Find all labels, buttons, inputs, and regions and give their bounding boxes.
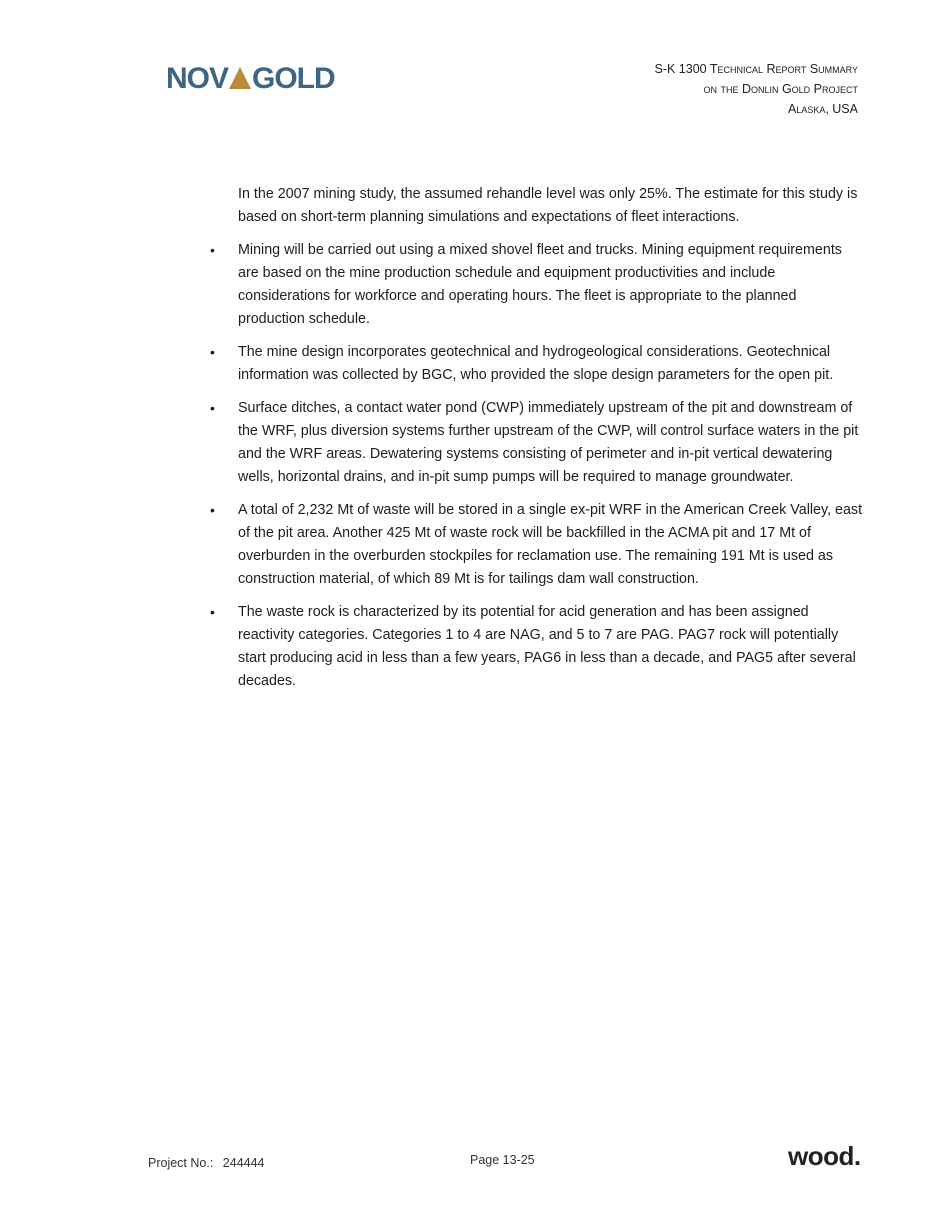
document-body: [210, 183, 866, 703]
project-number: [148, 1156, 265, 1170]
bullet-icon: •: [210, 400, 215, 416]
list-item: [210, 499, 866, 591]
page-number: Page 13-25: [470, 1153, 535, 1167]
list-item-text: The waste rock is characterized by its potential for acid generation and has been assigned reactivity categories. Categories 1 to 4 are NAG, and 5 to 7 are PAG. PAG7 rock will potentially start producing acid in less than a few years, PAG6 in less than a decade, and PAG5 after several decades.: [238, 604, 856, 689]
list-item: [210, 397, 866, 489]
list-item-text: A total of 2,232 Mt of waste will be stored in a single ex-pit WRF in the American Creek Valley, east of the pit area. Another 425 Mt of waste rock will be backfilled in the ACMA pit and 17 Mt of overburden in the overburden stockpiles for reclamation use. The remaining 191 Mt is used as construction material, of which 89 Mt is for tailings dam wall construction.: [238, 502, 863, 587]
list-item-text: Surface ditches, a contact water pond (CWP) immediately upstream of the pit and downstream of the WRF, plus diversion systems further upstream of the CWP, will control surface waters in the pit and the WRF areas. Dewatering systems consisting of perimeter and in-pit vertical dewatering wells, horizontal drains, and in-pit sump pumps will be required to manage groundwater.: [238, 400, 859, 485]
bullet-icon: •: [210, 242, 215, 258]
report-title: S-K 1300 Technical Report Summary: [654, 62, 858, 76]
bullet-icon: •: [210, 344, 215, 360]
report-location: Alaska, USA: [787, 102, 858, 116]
logo-text-right: GOLD: [252, 62, 335, 95]
list-item: [210, 601, 866, 693]
logo-text-left: NOV: [166, 62, 229, 95]
report-header: [655, 59, 859, 119]
intro-paragraph: In the 2007 mining study, the assumed rehandle level was only 25%. The estimate for this study is based on short-term planning simulations and expectations of fleet interactions.: [238, 186, 858, 225]
list-item: [210, 239, 866, 331]
project-value: 244444: [222, 1156, 265, 1170]
novagold-logo: [166, 64, 335, 94]
list-item-text: The mine design incorporates geotechnical and hydrogeological considerations. Geotechnical information was collected by BGC, who provided the slope design parameters for the open pit.: [238, 344, 834, 383]
bullet-icon: •: [210, 502, 215, 518]
wood-logo: wood.: [788, 1141, 861, 1171]
bullet-icon: •: [210, 604, 215, 620]
report-project: on the Donlin Gold Project: [703, 82, 858, 96]
project-label: Project No.:: [148, 1156, 214, 1170]
logo-triangle-icon: [229, 67, 251, 89]
list-item: [210, 341, 866, 387]
list-item-text: Mining will be carried out using a mixed shovel fleet and trucks. Mining equipment requirements are based on the mine production schedule and equipment productivities and include considerations for workforce and operating hours. The fleet is appropriate to the planned production schedule.: [238, 242, 842, 327]
